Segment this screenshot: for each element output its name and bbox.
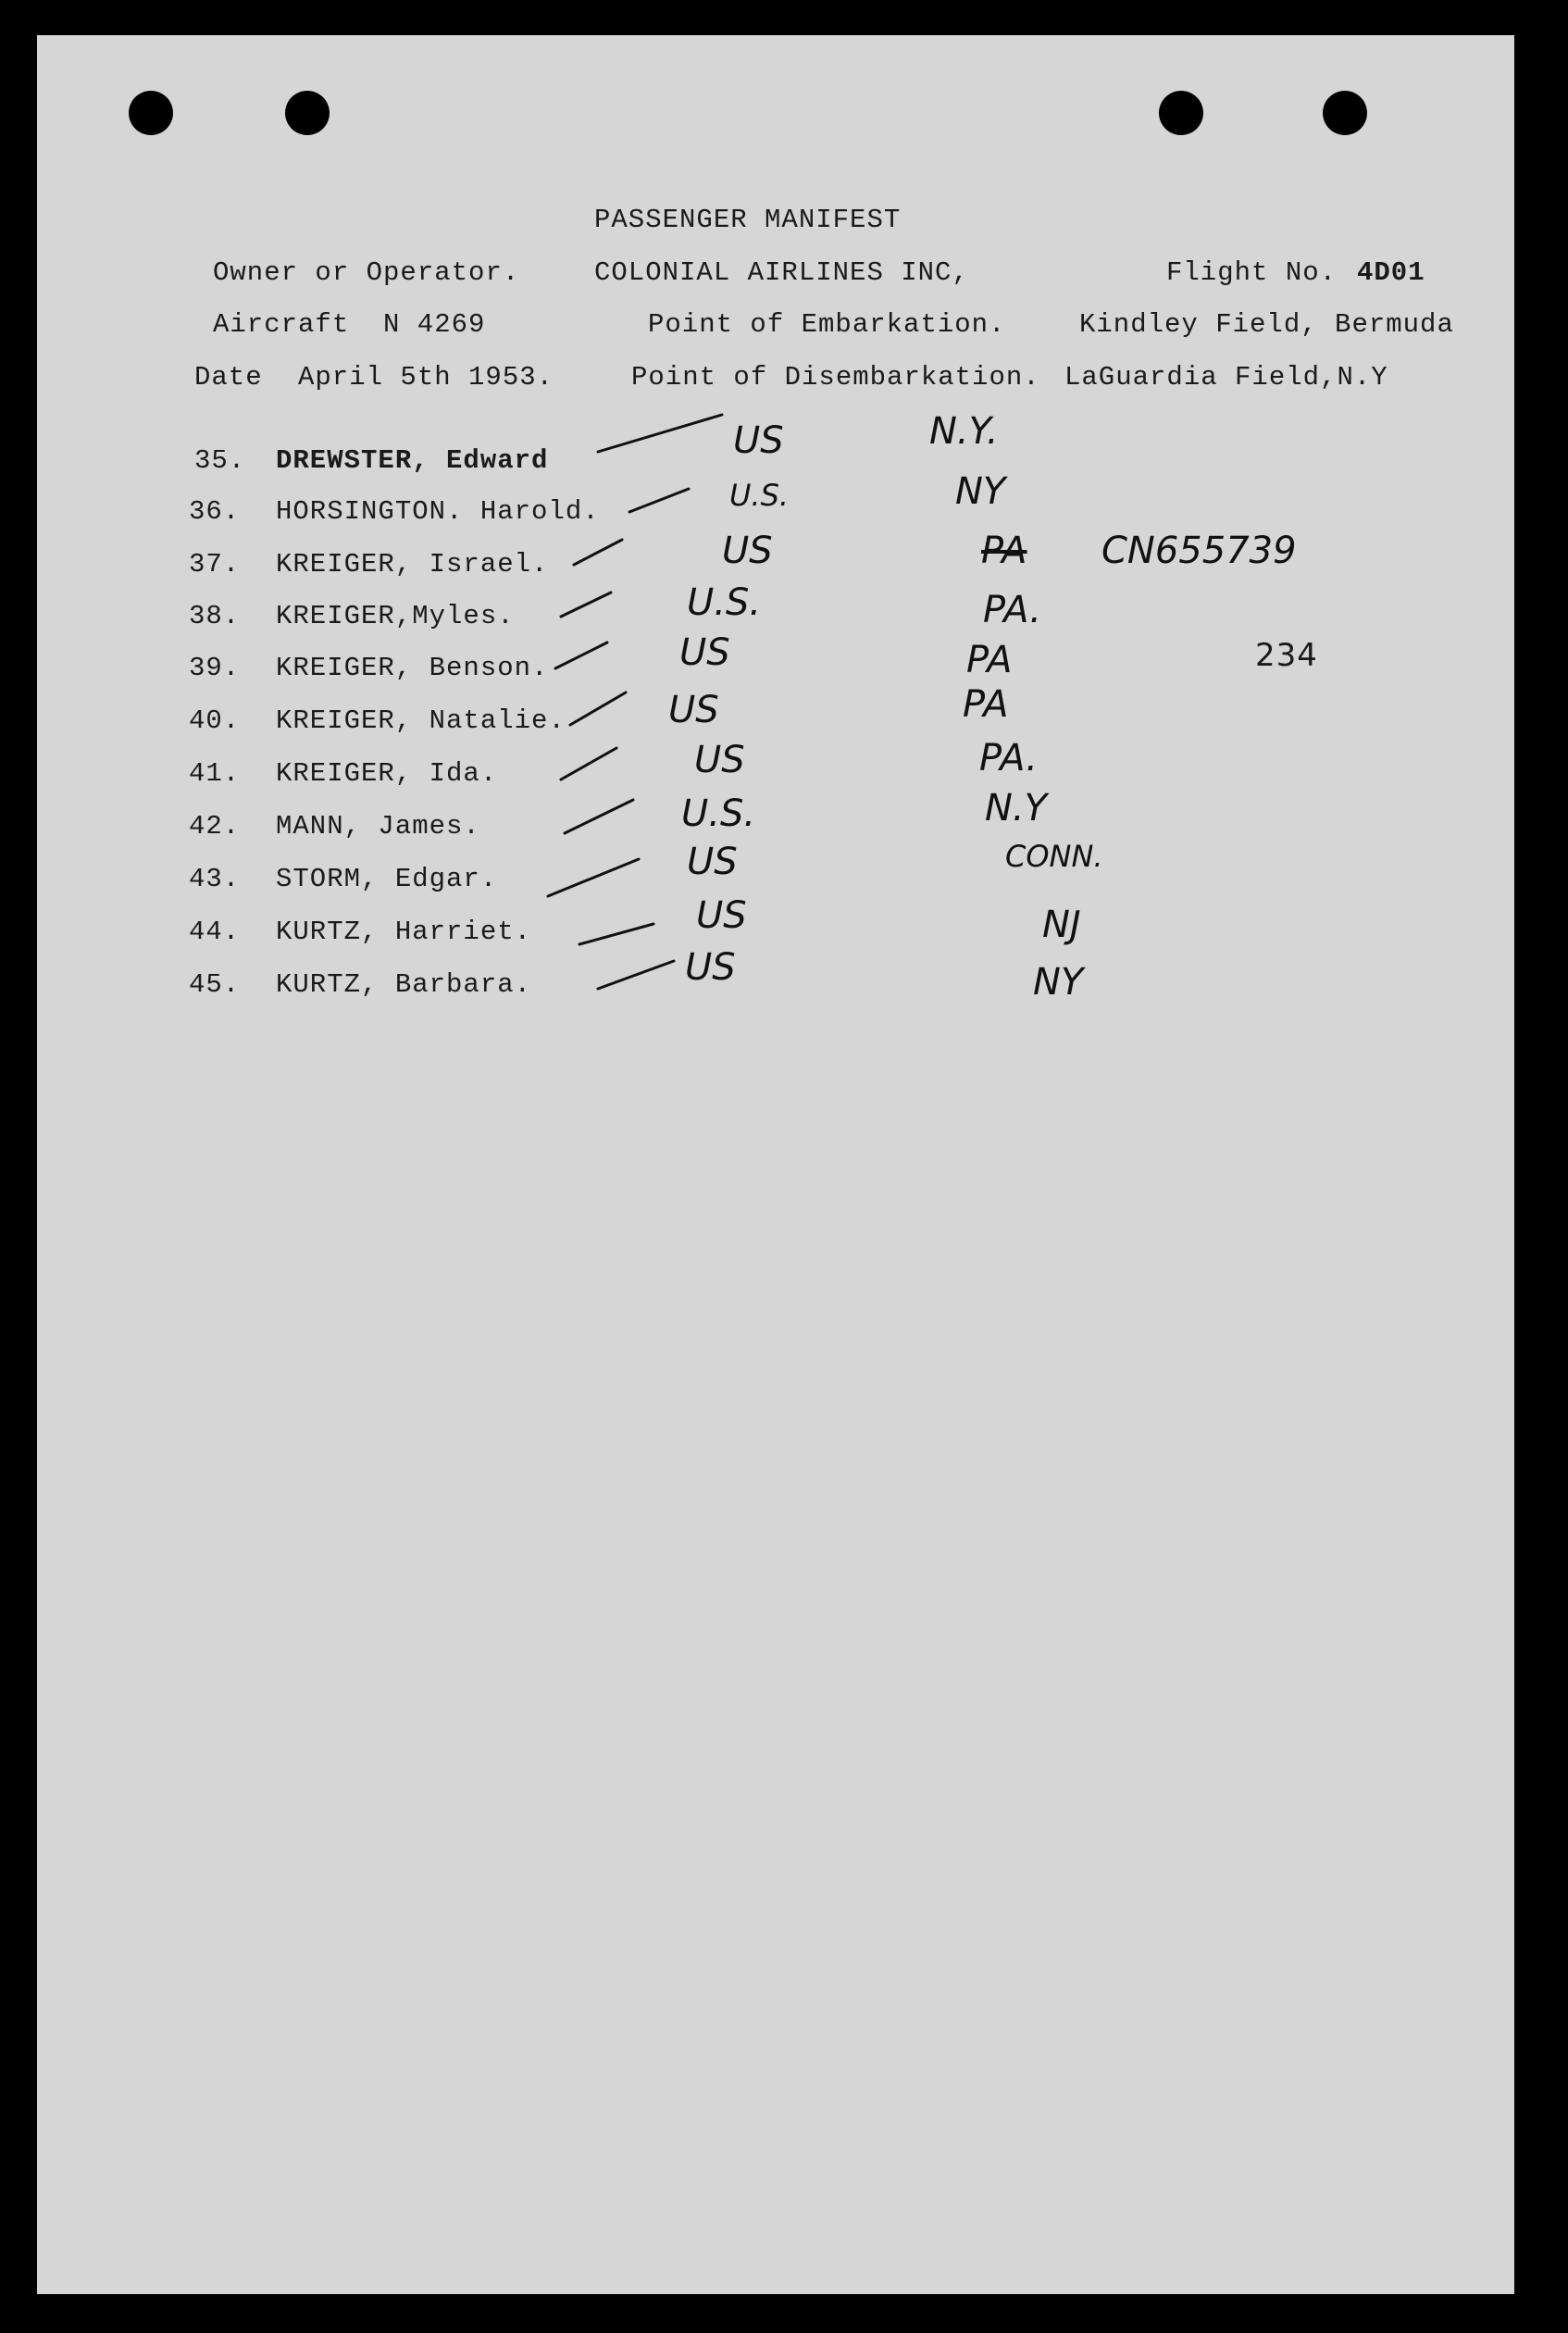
passenger-name: MANN, James. <box>276 811 480 842</box>
residence: NY <box>1033 961 1084 1004</box>
residence: N.Y. <box>929 410 999 453</box>
row-number: 36. <box>189 496 241 527</box>
residence: CONN. <box>1005 839 1103 874</box>
row-number: 37. <box>189 549 241 580</box>
citizenship: US <box>696 894 747 937</box>
citizenship: US <box>685 946 736 989</box>
citizenship: US <box>694 739 745 781</box>
citizenship: U.S. <box>729 478 790 513</box>
residence: PA <box>963 683 1009 726</box>
owner-label: Owner or Operator. <box>213 257 520 288</box>
flight-label: Flight No. <box>1166 257 1338 288</box>
check-mark <box>598 415 722 452</box>
row-number: 43. <box>189 864 241 894</box>
aircraft-value: N 4269 <box>383 309 486 340</box>
passenger-name: KREIGER,Myles. <box>276 601 515 631</box>
citizenship: US <box>679 631 730 674</box>
check-marks <box>37 35 1514 1054</box>
row-number: 41. <box>189 758 241 789</box>
row-number: 45. <box>189 969 241 1000</box>
row-number: 38. <box>189 601 241 631</box>
citizenship: US <box>687 841 738 883</box>
check-mark <box>561 593 611 617</box>
row-number: 42. <box>189 811 241 842</box>
residence: PA <box>981 530 1027 572</box>
residence: PA <box>966 639 1013 681</box>
passenger-name: KURTZ, Harriet. <box>276 917 532 947</box>
aircraft-label: Aircraft <box>213 309 350 340</box>
citizenship: US <box>722 530 773 572</box>
check-mark <box>555 643 607 668</box>
check-mark <box>565 800 633 833</box>
passenger-name: KREIGER, Natalie. <box>276 705 566 736</box>
page-title: PASSENGER MANIFEST <box>594 205 902 235</box>
handwritten-note: CN655739 <box>1101 530 1297 572</box>
passenger-name: HORSINGTON. Harold. <box>276 496 600 527</box>
disembarkation-value: LaGuardia Field,N.Y <box>1064 362 1388 393</box>
passenger-name: KREIGER, Ida. <box>276 758 498 789</box>
residence: N.Y <box>985 787 1048 830</box>
check-mark <box>561 748 616 780</box>
citizenship: U.S. <box>681 792 756 835</box>
row-number: 44. <box>189 917 241 947</box>
residence: NY <box>955 470 1006 513</box>
citizenship: US <box>668 689 719 731</box>
manifest-sheet <box>37 35 1514 2294</box>
check-mark <box>574 540 622 565</box>
residence: PA. <box>979 737 1038 780</box>
residence: NJ <box>1042 904 1081 946</box>
flight-value: 4D01 <box>1357 257 1425 288</box>
handwritten-note: 234 <box>1255 637 1318 674</box>
date-label: Date <box>194 362 263 393</box>
check-mark <box>570 692 626 725</box>
date-value: April 5th 1953. <box>298 362 554 393</box>
residence: PA. <box>983 589 1041 631</box>
passenger-name: DREWSTER, Edward <box>276 445 549 476</box>
citizenship: U.S. <box>687 581 762 624</box>
row-number: 35. <box>194 445 246 476</box>
citizenship: US <box>733 419 784 462</box>
passenger-name: KREIGER, Benson. <box>276 653 549 683</box>
passenger-name: KURTZ, Barbara. <box>276 969 532 1000</box>
check-mark <box>579 924 653 944</box>
embarkation-value: Kindley Field, Bermuda <box>1079 309 1454 340</box>
check-mark <box>598 961 674 989</box>
owner-value: COLONIAL AIRLINES INC, <box>594 257 969 288</box>
embarkation-label: Point of Embarkation. <box>648 309 1006 340</box>
row-number: 39. <box>189 653 241 683</box>
check-mark <box>548 859 639 896</box>
check-mark <box>629 489 689 512</box>
disembarkation-label: Point of Disembarkation. <box>631 362 1040 393</box>
row-number: 40. <box>189 705 241 736</box>
passenger-name: KREIGER, Israel. <box>276 549 549 580</box>
passenger-name: STORM, Edgar. <box>276 864 498 894</box>
